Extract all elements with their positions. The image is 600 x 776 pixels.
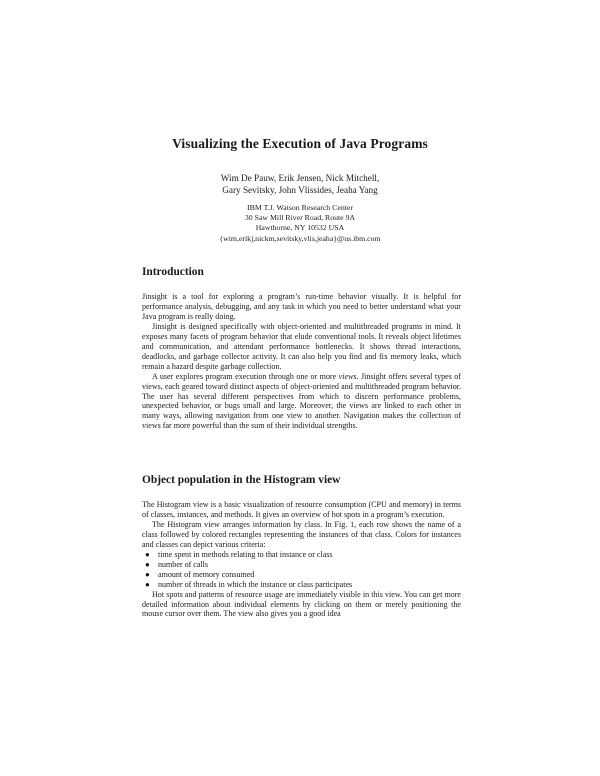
criteria-list [142,550,461,590]
introduction-heading: Introduction [142,266,204,278]
histogram-heading: Object population in the Histogram view [142,474,341,486]
histogram-body [142,500,461,619]
bullet-icon: ● [145,559,150,569]
affiliation-line: 30 Saw Mill River Road, Route 9A [244,213,356,223]
paragraph [142,372,461,432]
list-item-text: amount of memory consumed [158,569,255,579]
paragraph: The Histogram view arranges information by class. In Fig. 1, each row shows the name of a class followed by colored rectangles representing the instances of that class. Colors for instances and classes can depict various criteria: [142,519,461,549]
affiliation-line: Hawthorne, NY 10532 USA [255,223,345,233]
bullet-icon: ● [145,569,150,579]
paragraph: Hot spots and patterns of resource usage are immediately visible in this view. You can get more detailed information about individual elements by clicking on them or merely positioning the mouse cursor over them. The view also gives you a good idea [142,589,461,619]
author-emails: {wim,erikj,nickm,sevitsky,vlis,jeaha}@us.ibm.com [219,233,381,243]
affiliation-line: IBM T.J. Watson Research Center [247,203,353,212]
list-item [142,580,461,590]
paragraph: The Histogram view is a basic visualization of resource consumption (CPU and memory) in terms of classes, instances, and methods. It gives an overview of hot spots in a program’s execution. [142,500,461,519]
paper-title: Visualizing the Execution of Java Programs [172,136,428,151]
bullet-icon: ● [145,579,150,589]
author-line: Gary Sevitsky, John Vlissides, Jeaha Yang [222,185,378,195]
author-list [0,172,600,196]
list-item-text: number of calls [158,559,209,569]
emphasis-text: views [338,371,357,381]
list-item [142,570,461,580]
author-line: Wim De Pauw, Erik Jensen, Nick Mitchell, [220,173,380,183]
paragraph-text: . Jinsight offers several types of views, each geared toward distinct aspects of object-oriented and multithreaded program behavior. The user has several different perspectives from which to discern performance problems, unexpected behavior, or bugs small and large. Moreover, the views are linked to each other in many ways, allowing navigation from one view to another. Navigation makes the collection of views far more powerful than the sum of their individual strengths. [142,371,461,431]
affiliation [0,203,600,244]
list-item [142,550,461,560]
paragraph: Jinsight is a tool for exploring a program’s run-time behavior visually. It is helpful for performance analysis, debugging, and any task in which you need to better understand what your Java program is really doing. [142,292,461,321]
paragraph-text: A user explores program execution through one or more [152,371,339,381]
list-item-text: number of threads in which the instance or class participates [158,579,353,589]
list-item-text: time spent in methods relating to that instance or class [158,549,333,559]
paragraph: Jinsight is designed specifically with object-oriented and multithreaded programs in mind. It exposes many facets of program behavior that elude conventional tools. It reveals object lifetimes and communication, and attendant performance bottlenecks. It shows thread interactions, deadlocks, and garbage collector activity. It can also help you find and fix memory leaks, which remain a hazard despite garbage collection. [142,321,461,371]
introduction-body [142,292,461,431]
bullet-icon: ● [145,549,150,559]
list-item [142,560,461,570]
